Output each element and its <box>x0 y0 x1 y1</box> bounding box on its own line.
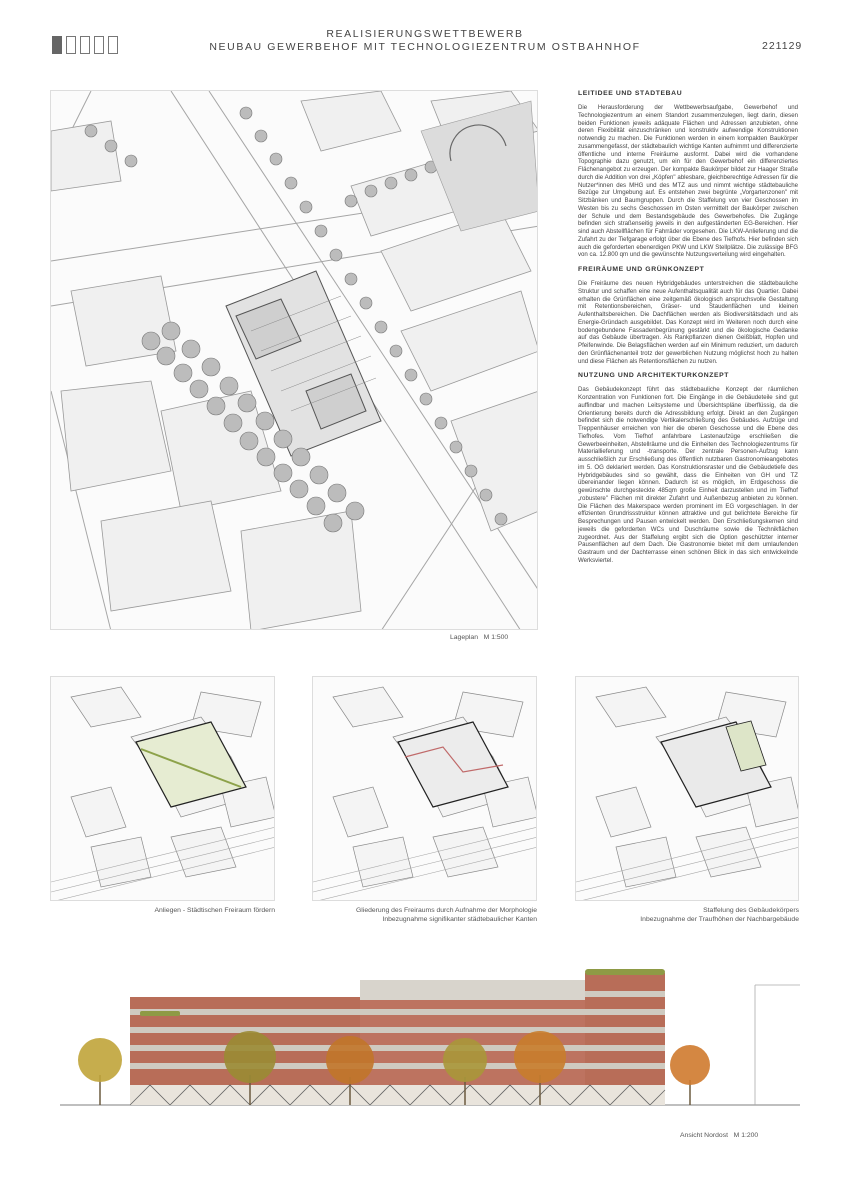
competition-id: 221129 <box>762 40 803 52</box>
mark-empty <box>108 36 118 54</box>
section-body-nutzung: Das Gebäudekonzept führt das städtebauliche Konzept der räumlichen Konzentration von Funktionen fort. Die Eingänge in die Gebäudeteile sind gut auffindbar und machen Leitsysteme und Übersichtspläne überflüssig, da die Orientierung bereits durch die Adressbildung erfolgt. Direkt an den Zugängen befindet sich die notwendige Vertikalerschließung des Gebäudes. Aufzüge und Treppenhäuser erreichen von hier die oberen Geschosse und die Ebene des Tiefhofes. Vom Tiefhof anfahrbare Lastenaufzüge erschließen die Gewerbeeinheiten, Abstellräume und die Einheiten des Technologiezentrums für Materiallieferung und -transporte. Der zentrale Personen-Aufzug kann ausschließlich zur Erschließung des öffentlich nutzbaren Gastronomieangebotes im 5. OG deklariert werden. Das Konstruktionsraster und die Gebäudetiefe des Hybridgebäudes sind so gewählt, dass die Einheiten von GH und TZ übereinander liegen können. Dadurch ist es möglich, im Erdgeschoss die gewünschte durchgesteckte 485qm große Einheit darzustellen und im Tiefhof „robustere" Flächen mit direkter Zufahrt und Außenbezug anbieten zu können. Die Flächen des Makerspace werden prominent im EG vorgeschlagen. In der effizienten Grundrissstruktur können attraktive und gut belichtete Bereiche für Besprechungen und Pausen entwickelt werden. Den Erschließungskernen sind jeweils die geforderten WCs und Duschräume sowie die Technikflächen zugeordnet. Aus der Staffelung ergibt sich die Option geschützter interner Pausenflächen auf dem Dach. Die Gastronomie bietet mit dem umlaufenden Gastraum und der Dachterrasse einen schönen Blick in das sich entwickelnde Werksviertel. <box>578 386 798 564</box>
elevation-caption-label: Ansicht Nordost <box>680 1132 728 1139</box>
mark-empty <box>94 36 104 54</box>
diagram-3-caption <box>575 906 799 924</box>
header-title-line1: REALISIERUNGSWETTBEWERB <box>326 28 524 40</box>
diagram-3-caption-line1: Staffelung des Gebäudekörpers <box>703 907 799 914</box>
diagram-2-caption <box>312 906 537 924</box>
site-plan <box>50 90 538 630</box>
site-plan-caption <box>450 633 508 642</box>
diagram-3 <box>575 676 799 901</box>
elevation-drawing <box>60 965 800 1115</box>
diagram-2 <box>312 676 537 901</box>
diagram-1-caption-line1: Anliegen - Städtischen Freiraum fördern <box>154 907 275 914</box>
section-body-leitidee: Die Herausforderung der Wettbewerbsaufgabe, Gewerbehof und Technologiezentrum an einem Standort zusammenzulegen, liegt darin, diesen beiden Funktionen jeweils adäquate Flächen und Adressen anzubieten, ohne deren Flexibilität einzuschränken und konstruktiv aufwendige Konstruktionen notwendig zu machen. Die Funktionen werden in einem kompakten Baukörper zusammengefasst, der städtebaulich wichtige Kanten aufnimmt und differenzierte öffentliche und interne Freiräume ausformt. Dabei wird die vorhandene Topographie dazu genutzt, um ein für den Gewerbehof ein differenziertes Flächenangebot zu erzeugen. Der kompakte Baukörper bildet zur Haager Straße durch die Addition von drei „Köpfen" ablesbare, gleichberechtige Adressen für die Nutzer*innen des MHG und des MTZ aus und nimmt wichtige städtebauliche Bezüge zur Umgebung auf. Es entstehen zwei begrünte „Vorgartenzonen" mit Sitzbänken und Baumgruppen. Durch die Staffelung von vier Geschossen im Westen bis zu sechs Geschossen im Osten vermittelt der Baukörper zwischen der Schule und dem Bestandsgebäude des Gewerbehofes. Die Zugänge befinden sich straßenseitig jeweils in den aufgeständerten EG-Bereichen. Hier sind auch Abstellflächen für Fahrräder vorgesehen. Die LKW-Anlieferung und die Zufahrt zu der Tiefgarage erfolgt über die Ebene des Tiefhofs. Hier befinden sich auch die geforderten ebenerdigen PKW und LKW Stellplätze. Die zulässige BFG von ca. 12.800 qm und die gewünschte Nutzungsverteilung wird eingehalten. <box>578 104 798 259</box>
site-plan-caption-label: Lageplan <box>450 634 478 641</box>
diagram-2-caption-line2: Inbezugnahme signifikanter städtebaulicher Kanten <box>382 916 537 923</box>
diagram-3-drawing <box>576 677 799 901</box>
site-plan-caption-scale: M 1:500 <box>483 634 509 641</box>
mark-empty <box>80 36 90 54</box>
diagram-2-caption-line1: Gliederung des Freiraums durch Aufnahme der Morphologie <box>356 907 537 914</box>
elevation <box>60 965 800 1115</box>
mark-filled <box>52 36 62 54</box>
diagram-2-drawing <box>313 677 537 901</box>
header-marks <box>52 36 118 54</box>
diagram-1-drawing <box>51 677 275 901</box>
elevation-caption-scale: M 1:200 <box>733 1132 759 1139</box>
mark-empty <box>66 36 76 54</box>
elevation-caption <box>680 1131 758 1140</box>
header-title-line2: NEUBAU GEWERBEHOF MIT TECHNOLOGIEZENTRUM OSTBAHNHOF <box>209 41 641 53</box>
section-body-freiraeume: Die Freiräume des neuen Hybridgebäudes unterstreichen die städtebauliche Struktur und schaffen eine neue Aufenthaltsqualität auch für das Quartier. Dabei erhalten die Grünflächen eine zeitgemäß ökologisch anspruchsvolle Gestaltung mit Retentionsbereichen, Gräser- und Staudenflächen und kleinen Aufenthaltsbereichen. Die Dachflächen werden als Biodiversitätsdach und als Energie-Gründach ausgebildet. Das Konzept wird im Weiteren noch durch eine bodengebundene Fassadenbegrünung gestärkt und die ökologische Gedanke auf das Gebäude übertragen. Als Rankpflanzen dienen Geißblatt, Hopfen und Pfeifenwinde. Die Belagsflächen werden auf ein Minimum reduziert, um dadurch den Grünflächenanteil trotz der gewerblichen Nutzung möglichst hoch zu halten und diese Flächen als Retentionsflächen zu nutzen. <box>578 280 798 365</box>
section-title-leitidee: LEITIDEE UND STÄDTEBAU <box>578 90 683 97</box>
section-title-nutzung: NUTZUNG UND ARCHITEKTURKONZEPT <box>578 372 730 380</box>
site-plan-drawing <box>51 91 538 630</box>
diagram-3-caption-line2: Inbezugnahme der Traufhöhen der Nachbargebäude <box>640 916 799 923</box>
section-title-freiraeume: FREIRÄUME UND GRÜNKONZEPT <box>578 266 705 273</box>
diagram-1-caption <box>50 906 275 915</box>
header-title <box>200 28 650 54</box>
text-column <box>578 90 798 650</box>
diagram-1 <box>50 676 275 901</box>
